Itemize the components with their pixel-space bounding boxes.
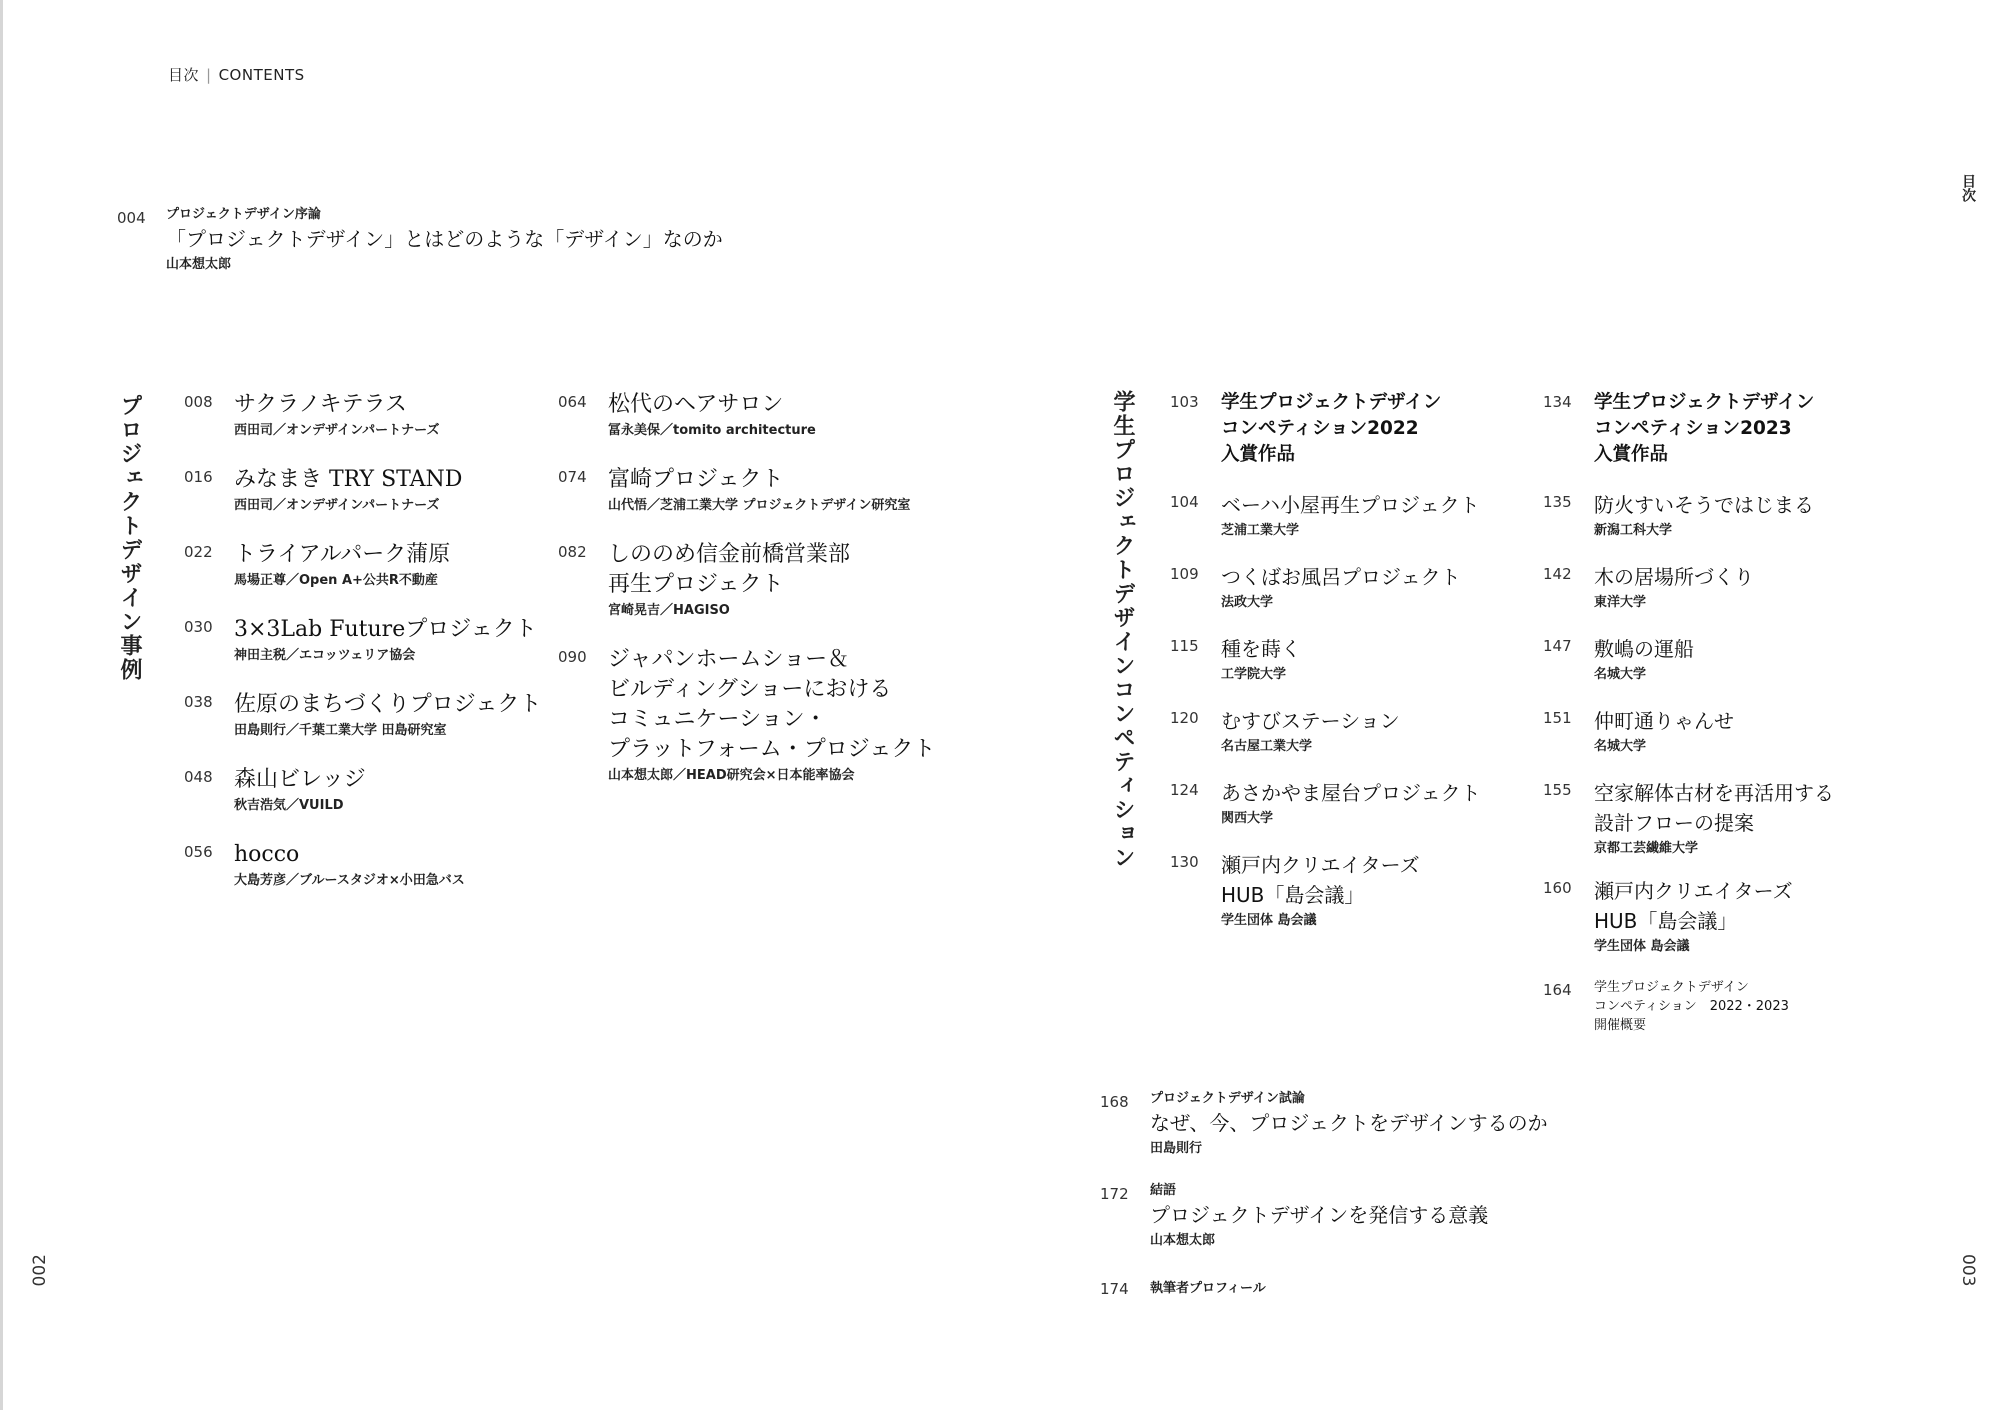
contents-header: 目次 | CONTENTS — [168, 66, 305, 84]
entry-title: 敷嶋の運船 — [1594, 637, 1694, 661]
entry-author: 関西大学 — [1221, 811, 1274, 826]
entry-title: ジャパンホームショー＆ ビルディングショーにおける コミュニケーション・ プラットフォーム・プロジェクト — [608, 647, 936, 762]
folio-left: 002 — [30, 1254, 50, 1287]
entry-title: 仲町通りゃんせ — [1594, 709, 1734, 733]
page-number: 151 — [1543, 709, 1572, 727]
entry-author: 神田主税／エコッツェリア協会 — [234, 648, 416, 663]
page-number: 109 — [1170, 565, 1199, 583]
entry-author: 馬場正尊／Open A+公共R不動産 — [234, 573, 438, 588]
page-number: 056 — [184, 843, 213, 861]
entry-author: 名城大学 — [1594, 667, 1647, 682]
entry-title: むすびステーション — [1221, 709, 1400, 733]
page-number: 038 — [184, 693, 213, 711]
entry-label: 執筆者プロフィール — [1150, 1281, 1266, 1296]
page-number: 030 — [184, 618, 213, 636]
entry-author: 名城大学 — [1594, 739, 1647, 754]
entry-title: 学生プロジェクトデザイン コンペティション2022 入賞作品 — [1221, 392, 1442, 465]
entry-author: 田島則行／千葉工業大学 田島研究室 — [234, 723, 447, 738]
entry-author: 名古屋工業大学 — [1221, 739, 1313, 754]
entry-author: 冨永美保／tomito architecture — [608, 423, 816, 438]
page-number: 134 — [1543, 393, 1572, 411]
entry-title: サクラノキテラス — [234, 392, 407, 417]
page-number: 142 — [1543, 565, 1572, 583]
entry-title: hocco — [234, 842, 300, 867]
entry-author: 学生団体 島会議 — [1221, 913, 1317, 928]
entry-author: 宮崎晃吉／HAGISO — [608, 603, 730, 618]
entry-author: 秋吉浩気／VUILD — [234, 798, 344, 813]
entry-title: プロジェクトデザインを発信する意義 — [1150, 1203, 1489, 1227]
entry-title: 富崎プロジェクト — [608, 467, 784, 492]
page-number: 082 — [558, 543, 587, 561]
entry-title: つくばお風呂プロジェクト — [1221, 565, 1461, 589]
page-number: 120 — [1170, 709, 1199, 727]
entry-title: 空家解体古材を再活用する 設計フローの提案 — [1594, 781, 1834, 835]
entry-title: 防火すいそうではじまる — [1594, 493, 1814, 517]
entry-author: 工学院大学 — [1221, 667, 1287, 682]
page-number: 115 — [1170, 637, 1199, 655]
entry-title: 瀬戸内クリエイターズ HUB「島会議」 — [1594, 879, 1793, 933]
header-en: CONTENTS — [218, 66, 305, 84]
page-number: 064 — [558, 393, 587, 411]
entry-author: 東洋大学 — [1594, 595, 1647, 610]
page-number: 022 — [184, 543, 213, 561]
page-number: 090 — [558, 648, 587, 666]
entry-author: 山代悟／芝浦工業大学 プロジェクトデザイン研究室 — [608, 498, 911, 513]
entry-title: ベーハ小屋再生プロジェクト — [1221, 493, 1480, 517]
entry-label: 結語 — [1150, 1183, 1177, 1198]
page-number: 135 — [1543, 493, 1572, 511]
page-number: 155 — [1543, 781, 1572, 799]
entry-author: 法政大学 — [1221, 595, 1274, 610]
entry-author: 新潟工科大学 — [1594, 523, 1673, 538]
folio-right: 003 — [1958, 1254, 1978, 1287]
page-number: 164 — [1543, 981, 1572, 999]
entry-author: 西田司／オンデザインパートナーズ — [234, 498, 440, 513]
entry-title: 学生プロジェクトデザイン コンペティション2023 入賞作品 — [1594, 392, 1815, 465]
page-number: 174 — [1100, 1280, 1129, 1298]
entry-title: 種を蒔く — [1221, 637, 1301, 661]
page-number: 130 — [1170, 853, 1199, 871]
entry-author: 学生団体 島会議 — [1594, 939, 1690, 954]
entry-title: あさかやま屋台プロジェクト — [1221, 781, 1481, 805]
entry-author: 芝浦工業大学 — [1221, 523, 1300, 538]
page-number: 016 — [184, 468, 213, 486]
section-title-competition: 学生プロジェクトデザインコンペティション — [1110, 390, 1135, 870]
entry-title: 3×3Lab Futureプロジェクト — [234, 617, 537, 642]
entry-label: プロジェクトデザイン試論 — [1150, 1091, 1305, 1106]
page-number: 074 — [558, 468, 587, 486]
entry-author: 山本想太郎 — [166, 257, 232, 272]
entry-title: 森山ビレッジ — [234, 767, 366, 792]
entry-title: しののめ信金前橋営業部 再生プロジェクト — [608, 542, 851, 597]
entry-author: 田島則行 — [1150, 1141, 1203, 1156]
entry-title: なぜ、今、プロジェクトをデザインするのか — [1150, 1111, 1548, 1135]
entry-title: 木の居場所づくり — [1594, 565, 1754, 589]
section-title-case-studies: プロジェクトデザイン事例 — [117, 394, 142, 682]
page-spine — [0, 0, 3, 1410]
page-number: 160 — [1543, 879, 1572, 897]
entry-author: 西田司／オンデザインパートナーズ — [234, 423, 440, 438]
page-number: 004 — [117, 209, 146, 227]
page-number: 103 — [1170, 393, 1199, 411]
entry-author: 山本想太郎／HEAD研究会×日本能率協会 — [608, 768, 855, 783]
entry-title: トライアルパーク蒲原 — [234, 542, 451, 567]
side-mark: 目次 — [1960, 174, 1976, 202]
header-ja: 目次 — [168, 66, 200, 84]
page-number: 168 — [1100, 1093, 1129, 1111]
page-number: 008 — [184, 393, 213, 411]
page-number: 104 — [1170, 493, 1199, 511]
entry-label: プロジェクトデザイン序論 — [166, 207, 321, 222]
entry-author: 京都工芸繊維大学 — [1594, 841, 1699, 856]
page-number: 048 — [184, 768, 213, 786]
entry-title: 「プロジェクトデザイン」とはどのような「デザイン」なのか — [166, 227, 723, 251]
page-number: 147 — [1543, 637, 1572, 655]
entry-author: 大島芳彦／ブルースタジオ×小田急バス — [234, 873, 465, 888]
entry-title: 学生プロジェクトデザイン コンペティション 2022・2023 開催概要 — [1594, 980, 1789, 1033]
entry-title: 瀬戸内クリエイターズ HUB「島会議」 — [1221, 853, 1420, 907]
page-number: 124 — [1170, 781, 1199, 799]
entry-title: 佐原のまちづくりプロジェクト — [234, 692, 542, 717]
entry-title: 松代のヘアサロン — [608, 392, 784, 417]
page-number: 172 — [1100, 1185, 1129, 1203]
entry-author: 山本想太郎 — [1150, 1233, 1216, 1248]
entry-title: みなまき TRY STAND — [234, 467, 463, 492]
